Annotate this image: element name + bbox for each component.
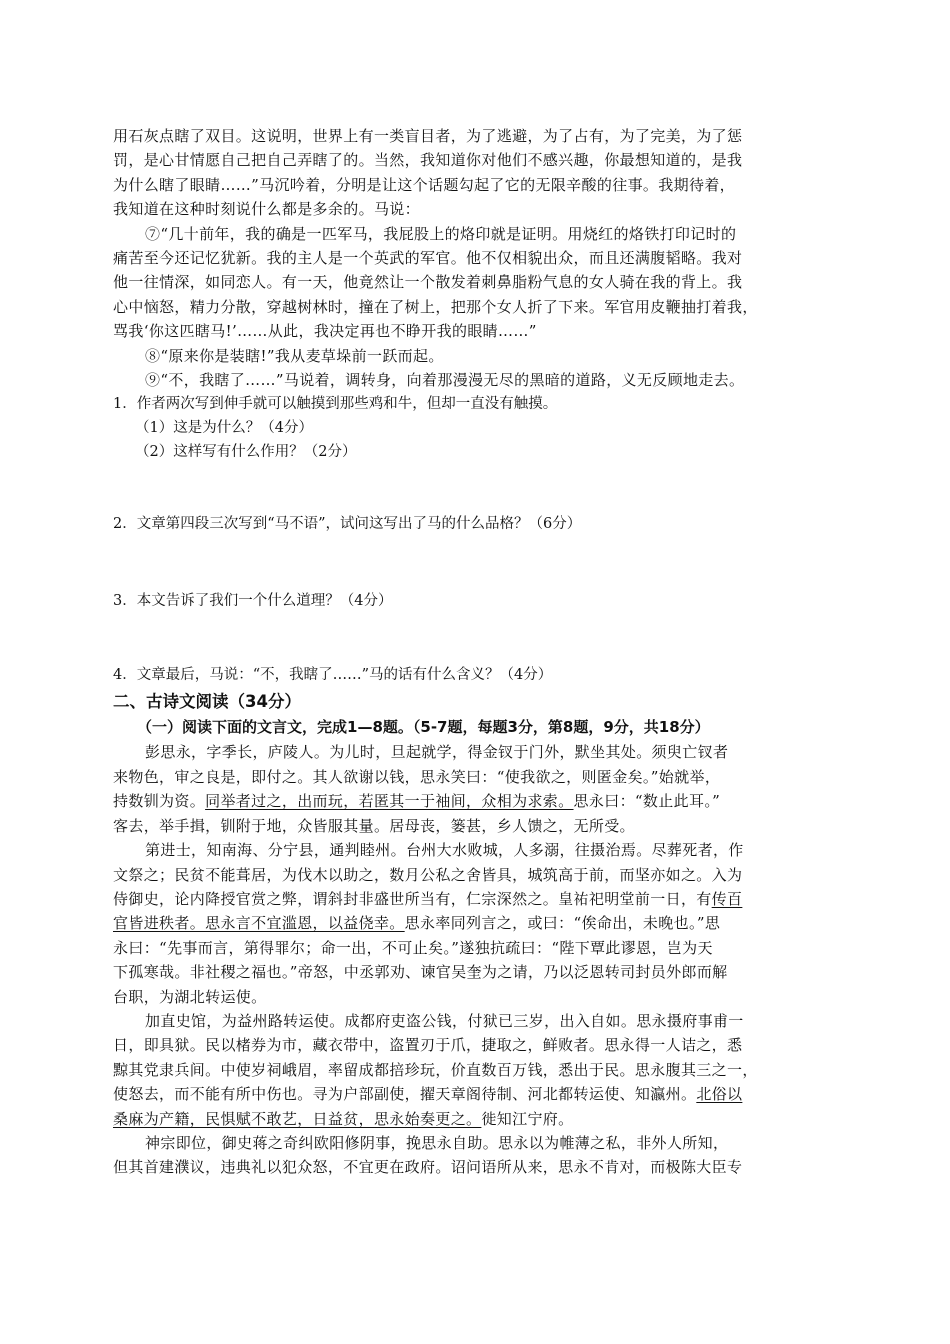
- classical-line: [113, 1107, 813, 1131]
- story-excerpt: [113, 124, 813, 392]
- question-1-part-1: （1）这是为什么？（4分）: [135, 420, 313, 437]
- story-line: 他一往情深，如同恋人。有一天，他竟然让一个散发着刺鼻脂粉气息的女人骑在我的背上。我: [113, 273, 743, 292]
- text-span: 思永率同列言之，或曰：“俟命出，未晚也。”思: [404, 914, 721, 933]
- answer-space: [113, 536, 813, 589]
- story-line: 我知道在这种时刻说什么都是多余的。马说：: [113, 200, 421, 219]
- classical-paragraph-3-start: 加直史馆，为益州路转运使。成都府吏盗公钱，付狱已三岁，出入自如。思永摄府事甫一: [145, 1011, 744, 1030]
- classical-paragraph-4-start: 神宗即位，御史蒋之奇纠欧阳修阴事，挽思永自助。思永以为帷薄之私，非外人所知，: [145, 1133, 729, 1152]
- answer-space: [113, 613, 813, 663]
- classical-line: 但其首建濮议，违典礼以犯众怒，不宜更在政府。诏问语所从来，思永不肯对，而极陈大臣专: [113, 1158, 743, 1177]
- question-2: 2．文章第四段三次写到“马不语”，试问这写出了马的什么品格？（6分）: [113, 516, 582, 533]
- section-instruction: （一）阅读下面的文言文，完成1—8题。（5-7题，每题3分，第8题，9分，共18分）: [137, 718, 710, 737]
- document-page: [113, 124, 813, 1180]
- classical-line: 文祭之；民贫不能葺居，为伐木以助之，数月公私之舍皆具，城筑高于前，而坚亦如之。入为: [113, 865, 743, 884]
- underlined-sentence: 官皆进秩者。思永言不宜滥恩，以益侥幸。: [113, 914, 405, 933]
- story-line: 用石灰点瞎了双目。这说明，世界上有一类盲目者，为了逃避，为了占有，为了完美，为了惩: [113, 127, 743, 145]
- question-3: 3．本文告诉了我们一个什么道理？（4分）: [113, 593, 393, 610]
- text-span: 侍御史，论内降授官赏之弊，谓斜封非盛世所当有，仁宗深然之。皇祐祀明堂前一日，有: [113, 889, 712, 908]
- answer-space: [113, 464, 813, 512]
- questions-block: [113, 392, 813, 687]
- classical-text: [113, 740, 813, 1179]
- text-span: 持数钏为资。: [113, 792, 206, 811]
- story-line: 为什么瞎了眼睛……”马沉吟着，分明是让这个话题勾起了它的无限辛酸的往事。我期待着，: [113, 175, 736, 194]
- classical-line: 台职，为湖北转运使。: [113, 987, 267, 1006]
- underlined-sentence: 传百: [711, 889, 743, 908]
- underlined-sentence: 同举者过之，出而玩，若匿其一于袖间，众相为求索。: [205, 792, 574, 811]
- classical-line: 客去，举手揖，钏附于地，众皆服其量。居母丧，篓甚，乡人馈之，无所受。: [113, 816, 635, 835]
- classical-line: 日，即具狱。民以楮券为市，藏衣带中，盗置刃于爪，捷取之，鲜败者。思永得一人诘之，悉: [113, 1036, 743, 1055]
- classical-line: [113, 887, 813, 911]
- story-line: 痛苦至今还记忆犹新。我的主人是一个英武的军官。他不仅相貌出众，而且还满腹韬略。我对: [113, 249, 743, 268]
- classical-paragraph-1-start: 彭思永，字季长，庐陵人。为儿时，旦起就学，得金钗于门外，默坐其处。须臾亡钗者: [145, 743, 729, 762]
- question-1-part-2: （2）这样写有什么作用？（2分）: [135, 444, 357, 461]
- classical-line: 黥其党隶兵间。中使岁祠峨眉，率留成都掊珍玩，价直数百万钱，悉出于民。思永腹其三之一，: [113, 1060, 758, 1079]
- classical-paragraph-2-start: 第进士，知南海、分宁县，通判睦州。台州大水败城，人多溺，往摄治焉。尽葬死者，作: [145, 841, 744, 860]
- underlined-sentence: 北俗以: [696, 1085, 743, 1104]
- question-1: 1．作者两次写到伸手就可以触摸到那些鸡和牛，但却一直没有触摸。: [113, 396, 558, 413]
- story-paragraph-8: ⑧“原来你是装瞎!”我从麦草垛前一跃而起。: [145, 346, 444, 365]
- classical-line: [113, 1082, 813, 1106]
- classical-line: 永曰：“先事而言，第得罪尔；命一出，不可止矣。”遂独抗疏曰：“陛下覃此谬恩，岂为天: [113, 938, 713, 957]
- classical-line: [113, 789, 813, 813]
- story-paragraph-7-start: ⑦“几十前年，我的确是一匹军马，我屁股上的烙印就是证明。用烧红的烙铁打印记时的: [145, 224, 737, 243]
- text-span: 徙知江宁府。: [481, 1109, 574, 1128]
- classical-line: [113, 911, 813, 935]
- story-line: 心中恼怒，精力分散，穿越树林时，撞在了树上，把那个女人折了下来。军官用皮鞭抽打着我，: [113, 297, 758, 316]
- text-span: 使怒去，而不能有所中伤也。寻为户部副使，擢天章阁待制、河北都转运使、知瀛州。: [113, 1085, 697, 1104]
- story-line: 罚，是心甘情愿自己把自己弄瞎了的。当然，我知道你对他们不感兴趣，你最想知道的，是我: [113, 151, 743, 170]
- section-heading: 二、古诗文阅读（34分）: [113, 692, 301, 712]
- text-span: 思永曰：“数止此耳。”: [573, 792, 721, 811]
- classical-line: 下孤寒哉。非社稷之福也。”帝怒，中丞郭劝、谏官吴奎为之请，乃以泛恩转司封员外郎而解: [113, 963, 728, 982]
- classical-line: 来物色，审之良是，即付之。其人欲谢以钱，思永笑曰：“使我欲之，则匿金矣。”始就举，: [113, 767, 721, 786]
- question-4: 4．文章最后，马说：“不，我瞎了……”马的话有什么含义？（4分）: [113, 667, 553, 684]
- story-paragraph-9: ⑨“不，我瞎了……”马说着，调转身，向着那漫漫无尽的黑暗的道路，义无反顾地走去。: [145, 371, 745, 390]
- story-line: 骂我‘你这匹瞎马!’……从此，我决定再也不睁开我的眼睛……”: [113, 322, 537, 341]
- underlined-sentence: 桑麻为产籍，民惧赋不敢艺，日益贫，思永始奏更之。: [113, 1109, 482, 1128]
